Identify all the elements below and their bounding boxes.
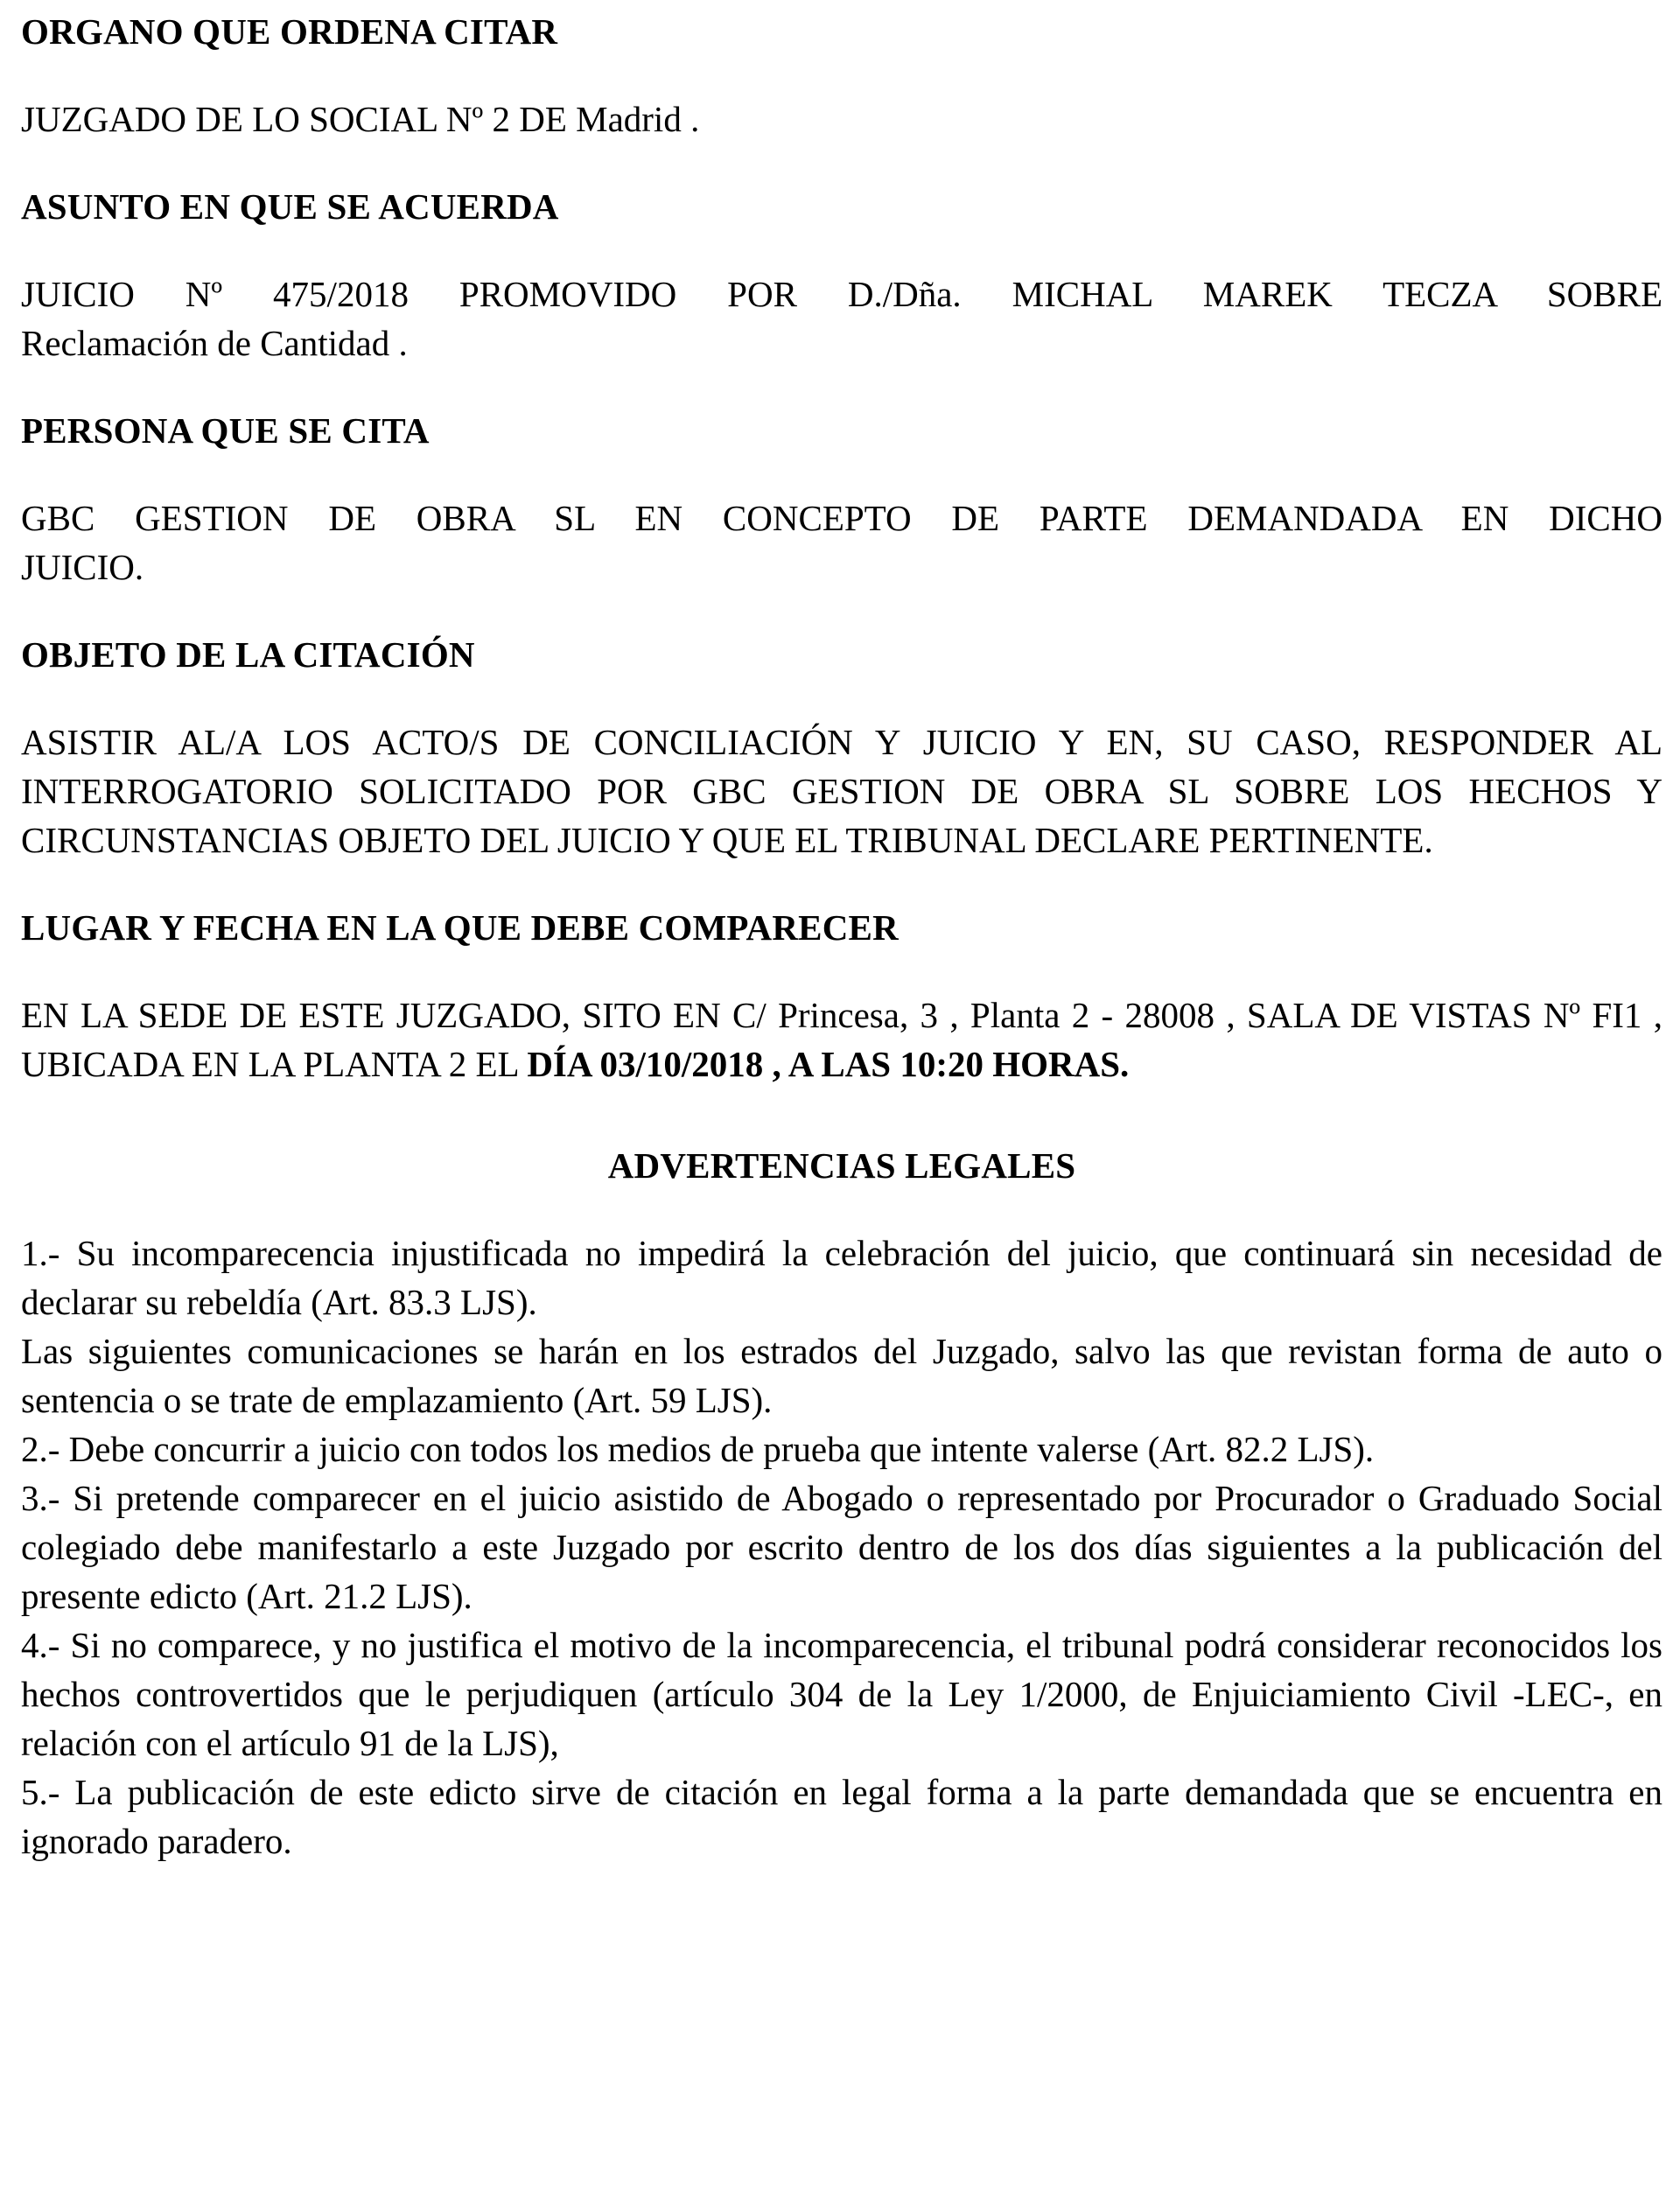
advertencia-item-2: 2.- Debe concurrir a juicio con todos los medios de prueba que intente valerse (Art. 82.2 LJS).: [21, 1429, 1375, 1469]
heading-lugar: LUGAR Y FECHA EN LA QUE DEBE COMPARECER: [21, 907, 899, 948]
organo-text: JUZGADO DE LO SOCIAL Nº 2 DE Madrid .: [21, 99, 700, 139]
lugar-text-bold: DÍA 03/10/2018 , A LAS 10:20 HORAS.: [527, 1044, 1130, 1084]
heading-asunto: ASUNTO EN QUE SE ACUERDA: [21, 186, 559, 227]
asunto-line-1: JUICIO Nº 475/2018 PROMOVIDO POR D./Dña. MICHAL MAREK TECZA SOBRE: [21, 274, 1662, 314]
advertencia-item-1: 1.- Su incomparecencia injustificada no impedirá la celebración del juicio, que continuará sin necesidad de declarar su rebeldía (Art. 83.3 LJS).: [21, 1233, 1662, 1322]
advertencia-item-4: 4.- Si no comparece, y no justifica el motivo de la incomparecencia, el tribunal podrá considerar reconocidos los hechos controvertidos que le perjudiquen (artículo 304 de la Ley 1/2000, de Enjuiciamiento Civil -LEC-, en relación con el artículo 91 de la LJS),: [21, 1625, 1662, 1763]
persona-line-1: GBC GESTION DE OBRA SL EN CONCEPTO DE PARTE DEMANDADA EN DICHO: [21, 498, 1662, 538]
lugar-text: [21, 990, 1662, 1088]
heading-organo: ORGANO QUE ORDENA CITAR: [21, 11, 558, 52]
advertencia-item-1b: Las siguientes comunicaciones se harán en los estrados del Juzgado, salvo las que revistan forma de auto o sentencia o se trate de emplazamiento (Art. 59 LJS).: [21, 1331, 1662, 1420]
advertencia-item-3: 3.- Si pretende comparecer en el juicio asistido de Abogado o representado por Procurador o Graduado Social colegiado debe manifestarlo a este Juzgado por escrito dentro de los dos días siguientes a la publicación del presente edicto (Art. 21.2 LJS).: [21, 1478, 1662, 1616]
lugar-text-plain: EN LA SEDE DE ESTE JUZGADO, SITO EN C/ Princesa, 3 , Planta 2 - 28008 , SALA DE VISTAS Nº FI1 , UBICADA EN LA PLANTA 2 EL: [21, 995, 1662, 1084]
advertencia-item-5: 5.- La publicación de este edicto sirve de citación en legal forma a la parte demandada que se encuentra en ignorado paradero.: [21, 1772, 1662, 1861]
heading-objeto: OBJETO DE LA CITACIÓN: [21, 634, 475, 675]
advertencias-title: ADVERTENCIAS LEGALES: [607, 1145, 1076, 1186]
heading-persona: PERSONA QUE SE CITA: [21, 410, 430, 451]
persona-line-2: JUICIO.: [21, 547, 144, 587]
objeto-text: ASISTIR AL/A LOS ACTO/S DE CONCILIACIÓN Y JUICIO Y EN, SU CASO, RESPONDER AL INTERROGATORIO SOLICITADO POR GBC GESTION DE OBRA SL SOBRE LOS HECHOS Y CIRCUNSTANCIAS OBJETO DEL JUICIO Y QUE EL TRIBUNAL DECLARE PERTINENTE.: [21, 722, 1662, 860]
asunto-line-2: Reclamación de Cantidad .: [21, 323, 408, 363]
